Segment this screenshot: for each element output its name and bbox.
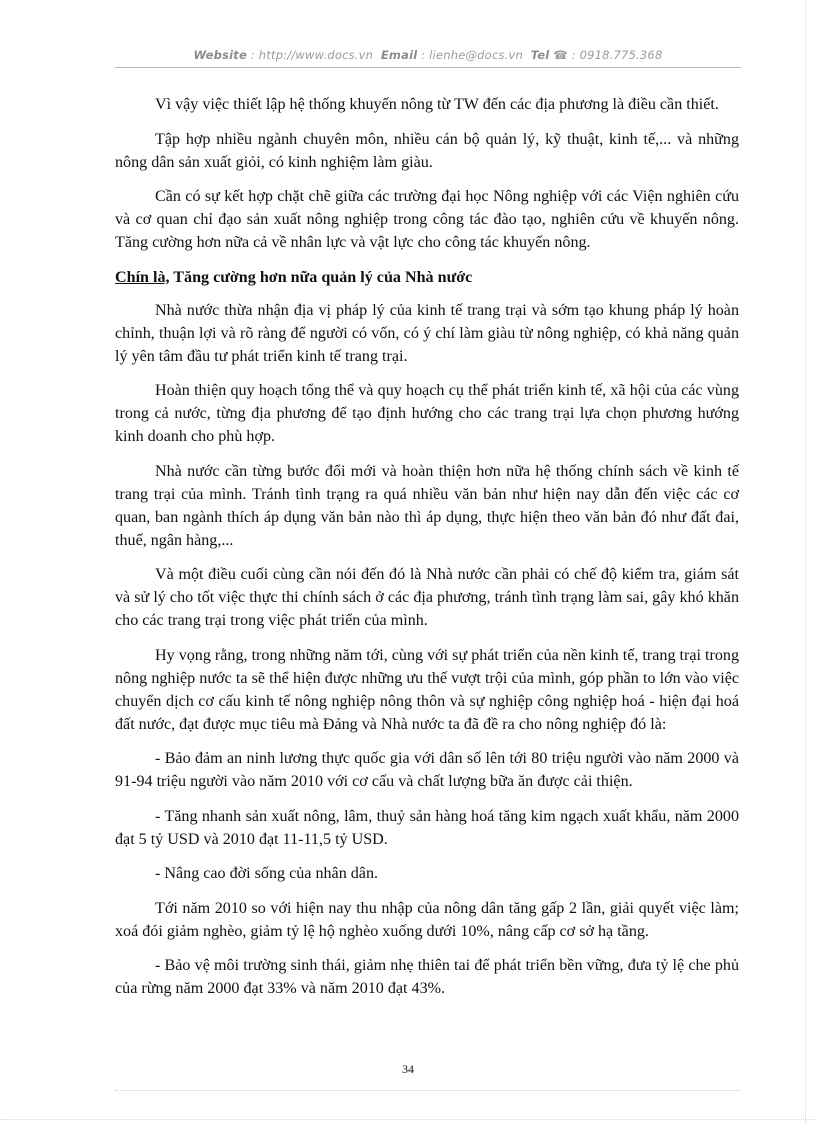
section-heading-title: Tăng cường hơn nữa quản lý của Nhà nước bbox=[169, 268, 473, 286]
header-email-label: Email bbox=[380, 48, 418, 62]
paragraph: Và một điều cuối cùng cần nói đến đó là Nhà nước cần phải có chế độ kiểm tra, giám sát và sử lý cho tốt việc thực thi chính sách ở các địa phương, tránh tình trạng làm sai, gây khó khăn cho các trang trại trong việc phát triển của mình. bbox=[115, 566, 739, 629]
header-website-url[interactable]: : http://www.docs.vn bbox=[250, 48, 374, 62]
section-heading bbox=[115, 266, 739, 289]
paragraph: Hy vọng rằng, trong những năm tới, cùng với sự phát triển của nền kinh tế, trang trại trong nông nghiệp nước ta sẽ thể hiện được những ưu thế vượt trội của mình, góp phần to lớn vào việc chuyển dịch cơ cấu kinh tế nông nghiệp nông thôn và sự nghiệp công nghiệp hoá - hiện đại hoá đất nước, đạt được mục tiêu mà Đảng và Nhà nước ta đã đề ra cho nông nghiệp đó là: bbox=[115, 646, 739, 733]
section-heading-lead: Chín là, bbox=[115, 268, 170, 286]
paragraph: Tập hợp nhiều ngành chuyên môn, nhiều cán bộ quản lý, kỹ thuật, kinh tế,... và những nông dân sản xuất giỏi, có kinh nghiệm làm giàu. bbox=[115, 130, 739, 171]
page-bottom-edge bbox=[0, 1119, 816, 1120]
page-number: 34 bbox=[402, 1062, 414, 1076]
phone-icon: ☎ bbox=[553, 48, 568, 62]
document-body bbox=[115, 93, 739, 1012]
bullet-paragraph: - Bảo vệ môi trường sinh thái, giảm nhẹ thiên tai để phát triển bền vững, đưa tỷ lệ che phủ của rừng năm 2000 đạt 33% và năm 2010 đạt 43%. bbox=[115, 957, 739, 997]
paragraph: Nhà nước cần từng bước đổi mới và hoàn thiện hơn nữa hệ thống chính sách về kinh tế trang trại của mình. Tránh tình trạng ra quá nhiều văn bản như hiện nay dẫn đến việc các cơ quan, ban ngành thích áp dụng văn bản nào thì áp dụng, thực hiện theo văn bản đó như đất đai, thuế, ngân hàng,... bbox=[115, 462, 739, 549]
header-website-label: Website bbox=[193, 48, 247, 62]
header-email-address[interactable]: : lienhe@docs.vn bbox=[421, 48, 523, 62]
header-tel-label: Tel bbox=[530, 48, 550, 62]
bullet-paragraph: - Tăng nhanh sản xuất nông, lâm, thuỷ sản hàng hoá tăng kim ngạch xuất khẩu, năm 2000 đạt 5 tỷ USD và 2010 đạt 11-11,5 tỷ USD. bbox=[115, 807, 739, 848]
paragraph: Vì vậy việc thiết lập hệ thống khuyến nông từ TW đến các địa phương là điều cần thiết. bbox=[155, 96, 719, 113]
bullet-paragraph: - Nâng cao đời sống của nhân dân. bbox=[155, 865, 379, 882]
paragraph: Hoàn thiện quy hoạch tổng thể và quy hoạch cụ thể phát triển kinh tế, xã hội của các vùng trong cả nước, từng địa phương để tạo định hướng cho các trang trại lựa chọn phương hướng kinh doanh cho phù hợp. bbox=[115, 382, 739, 445]
page-header bbox=[115, 48, 741, 62]
paragraph: Cần có sự kết hợp chặt chẽ giữa các trường đại học Nông nghiệp với các Viện nghiên cứu và cơ quan chỉ đạo sản xuất nông nghiệp trong công tác đào tạo, nghiên cứu về khuyến nông. Tăng cường hơn nữa cả về nhân lực và vật lực cho công tác khuyến nông. bbox=[115, 188, 739, 251]
footer-divider bbox=[115, 1090, 741, 1091]
paragraph: Nhà nước thừa nhận địa vị pháp lý của kinh tế trang trại và sớm tạo khung pháp lý hoàn chỉnh, thuận lợi và rõ ràng để người có vốn, có ý chí làm giàu từ nông nghiệp, có khả năng quản lý yên tâm đầu tư phát triển kinh tế trang trại. bbox=[115, 301, 739, 365]
page-right-edge bbox=[805, 0, 806, 1123]
header-tel-number: : 0918.775.368 bbox=[571, 48, 663, 62]
header-divider bbox=[115, 67, 741, 68]
bullet-paragraph: - Bảo đảm an ninh lương thực quốc gia với dân số lên tới 80 triệu người vào năm 2000 và 91-94 triệu người vào năm 2010 với cơ cấu và chất lượng bữa ăn được cải thiện. bbox=[115, 750, 739, 790]
paragraph: Tới năm 2010 so với hiện nay thu nhập của nông dân tăng gấp 2 lần, giải quyết việc làm; xoá đói giảm nghèo, giảm tỷ lệ hộ nghèo xuống dưới 10%, nâng cấp cơ sở hạ tầng. bbox=[115, 899, 739, 940]
